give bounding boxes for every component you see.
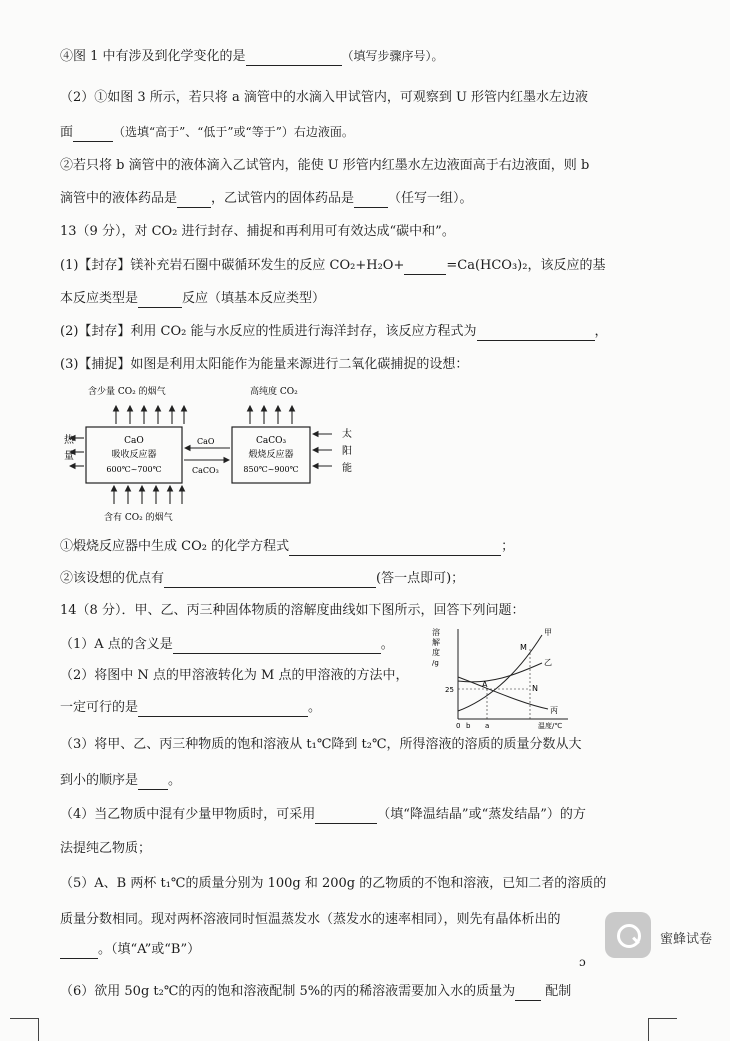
tick-b-label: b	[466, 722, 471, 730]
heat-label-2: 量	[64, 451, 74, 462]
curve-yi-label: 乙	[544, 658, 552, 667]
q12-line-2: （2）①如图 3 所示，若只将 a 滴管中的水滴入甲试管内，可观察到 U 形管内红墨水左边液	[60, 90, 589, 105]
q14-line-6: （4）当乙物质中混有少量甲物质时，可采用 （填“降温结晶”或“蒸发结晶”）的方	[60, 807, 586, 822]
smoke-out-arrows	[116, 406, 184, 424]
answer-blank[interactable]	[138, 775, 168, 790]
arrow-cao-label: CaO	[197, 437, 215, 446]
curve-jia-label: 甲	[544, 628, 552, 637]
box2-formula: CaCO₃	[255, 436, 287, 446]
q13-line-3: (2)【封存】利用 CO₂ 能与水反应的性质进行海洋封存，该反应方程式为 ，	[60, 324, 608, 339]
box1-temp: 600℃~700℃	[106, 465, 162, 474]
q14-line-10: 。（填“A”或“B”）	[60, 941, 700, 959]
answer-blank[interactable]	[73, 127, 113, 142]
stray-mark: ɔ	[579, 955, 586, 969]
box2-temp: 850℃~900℃	[243, 465, 299, 474]
answer-blank[interactable]	[477, 326, 595, 341]
graph-ylabel-2: 解	[432, 638, 440, 647]
curve-jia	[458, 635, 542, 711]
q12-line-3: 面 （选填“高于”、“低于”或“等于”）右边液面。	[60, 125, 354, 140]
answer-blank[interactable]	[315, 809, 377, 824]
curve-bing-label: 丙	[550, 706, 558, 715]
q12-line-4: ②若只将 b 滴管中的液体滴入乙试管内，能使 U 形管内红墨水左边液面高于右边液面，则 b	[60, 158, 590, 173]
watermark-logo	[605, 912, 651, 958]
diagram-top-left-label: 含少量 CO₂ 的烟气	[88, 387, 166, 397]
q14-title: 14（8 分）．甲、乙、丙三种固体物质的溶解度曲线如下图所示，回答下列问题：	[60, 603, 525, 618]
solar-label-2: 阳	[342, 446, 352, 457]
answer-blank[interactable]	[60, 944, 98, 959]
curve-bing	[458, 677, 548, 709]
q13-line-2: 本反应类型是 反应（填基本反应类型）	[60, 291, 326, 306]
box2-name: 煅烧反应器	[248, 450, 294, 460]
q14-line-7: 法提纯乙物质；	[60, 841, 152, 856]
solar-label-1: 太	[342, 429, 352, 440]
graph-xlabel: 温度/℃	[538, 722, 563, 730]
crop-mark-left	[10, 1018, 39, 1041]
heat-label-1: 热	[64, 435, 74, 446]
crop-mark-right	[648, 1018, 677, 1041]
q13-line-6: ②该设想的优点有 (答一点即可)；	[60, 571, 465, 586]
answer-blank[interactable]	[515, 986, 541, 1001]
co2-out-arrows	[250, 406, 292, 424]
graph-ylabel-4: /g	[432, 659, 439, 667]
tick-25-label: 25	[445, 686, 454, 694]
point-n-label: N	[532, 684, 538, 693]
q13-line-1: (1)【封存】镁补充岩石圈中碳循环发生的反应 CO₂+H₂O+ =Ca(HCO₃)₂，该反应的基	[60, 258, 606, 273]
tick-a-label: a	[485, 722, 490, 730]
tick-0-label: 0	[456, 722, 461, 730]
answer-blank[interactable]	[177, 193, 211, 208]
answer-blank[interactable]	[354, 193, 388, 208]
answer-blank[interactable]	[246, 51, 342, 66]
q14-line-11: （6）欲用 50g t₂℃的丙的饱和溶液配制 5%的丙的稀溶液需要加入水的质量为 配制	[60, 984, 572, 999]
q13-line-5: ①煅烧反应器中生成 CO₂ 的化学方程式 ；	[60, 539, 515, 554]
graph-ylabel-1: 溶	[432, 628, 440, 637]
co2-capture-diagram	[60, 382, 360, 527]
answer-blank[interactable]	[289, 541, 501, 556]
q14-line-4: （3）将甲、乙、丙三种物质的饱和溶液从 t₁℃降到 t₂℃，所得溶液的溶质的质量分数从大	[60, 737, 582, 752]
smoke-in-arrows	[114, 486, 182, 504]
q13-line-4: (3)【捕捉】如图是利用太阳能作为能量来源进行二氧化碳捕捉的设想：	[60, 357, 469, 372]
q12-line-1: ④图 1 中有涉及到化学变化的是 （填写步骤序号）。	[60, 49, 444, 64]
watermark-text: 蜜蜂试卷	[660, 932, 713, 947]
graph-ylabel-3: 度	[432, 648, 440, 657]
diagram-bottom-label: 含有 CO₂ 的烟气	[104, 513, 173, 523]
q12-line-5: 滴管中的液体药品是 ，乙试管内的固体药品是 （任写一组）。	[60, 191, 473, 206]
q14-line-1: （1）A 点的含义是 。	[60, 637, 394, 652]
q14-line-5: 到小的顺序是 。	[60, 773, 182, 788]
answer-blank[interactable]	[138, 702, 308, 717]
point-a-label: A	[482, 680, 488, 689]
answer-blank[interactable]	[173, 639, 381, 654]
solubility-graph	[430, 623, 580, 733]
answer-blank[interactable]	[164, 573, 376, 588]
box1-formula: CaO	[124, 436, 144, 446]
q14-line-3: 一定可行的是 。	[60, 700, 322, 715]
curve-yi	[458, 663, 542, 682]
answer-blank[interactable]	[404, 260, 446, 275]
q14-line-8: （5）A、B 两杯 t₁℃的质量分别为 100g 和 200g 的乙物质的不饱和溶液，已知二者的溶质的	[60, 876, 607, 891]
box1-name: 吸收反应器	[111, 450, 157, 460]
solar-label-3: 能	[342, 463, 352, 474]
q14-line-9: 质量分数相同。现对两杯溶液同时恒温蒸发水（蒸发水的速率相同），则先有晶体析出的	[60, 912, 561, 927]
point-m-label: M	[520, 643, 527, 652]
answer-blank[interactable]	[138, 293, 182, 308]
q13-title: 13（9 分），对 CO₂ 进行封存、捕捉和再利用可有效达成“碳中和”。	[60, 224, 455, 239]
diagram-top-right-label: 高纯度 CO₂	[250, 387, 298, 397]
q14-line-2: （2）将图中 N 点的甲溶液转化为 M 点的甲溶液的方法中，	[60, 668, 409, 683]
arrow-caco3-label: CaCO₃	[192, 466, 219, 475]
